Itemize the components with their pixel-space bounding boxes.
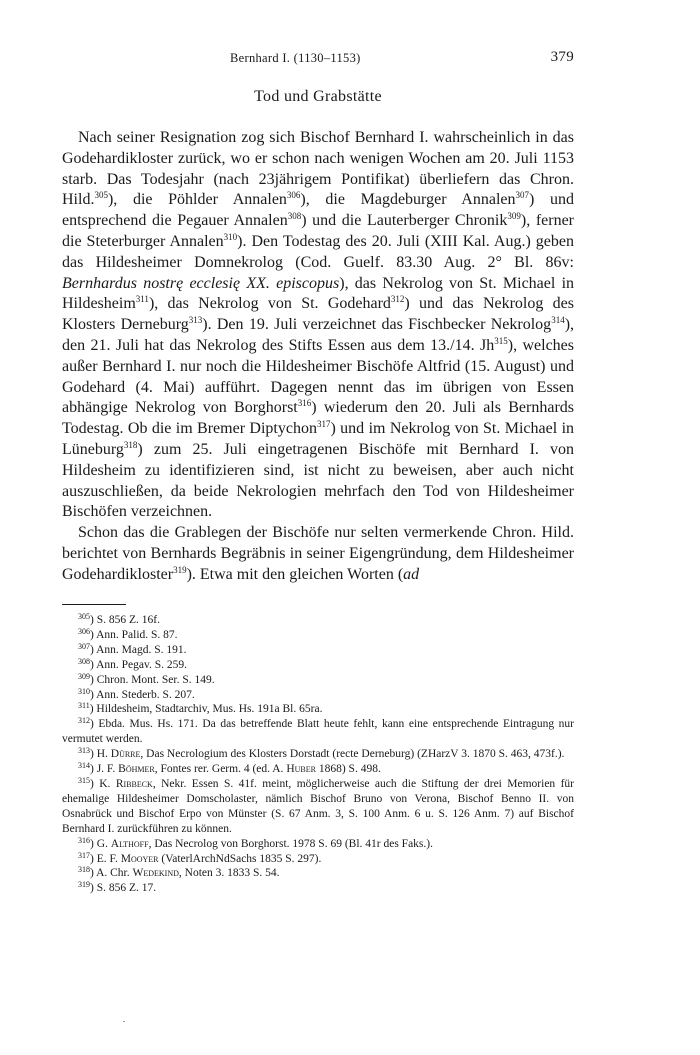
footnote-number: 316	[78, 835, 90, 845]
text-run: ) wiederum den 20. Juli als Bernhards Todestag. Ob die im Bremer Diptychon	[62, 399, 575, 438]
footnote-text: (VaterlArchNdSachs 1835 S. 297).	[158, 852, 322, 865]
footnote-text: ) Ebda. Mus. Hs. 171. Da das betreffende Blatt heute fehlt, kann eine entsprechende Eintragung nur vermutet werden.	[62, 718, 574, 746]
footnote-315	[62, 777, 574, 837]
footnote-309	[62, 673, 574, 688]
footnote-ref: 315	[494, 335, 508, 346]
footnote-number: 317	[78, 850, 90, 860]
footnote-text: ) J. F.	[90, 763, 119, 776]
footnote-number: 311	[78, 701, 90, 711]
body-text	[62, 128, 574, 586]
footnote-ref: 306	[286, 190, 301, 201]
page-number: 379	[550, 49, 574, 65]
footnote-text: , Fontes rer. Germ. 4 (ed. A.	[154, 763, 287, 776]
text-run: ). Den Todestag des 20. Juli (XIII Kal. Aug.) geben das Hildesheimer Domnekrolog (Cod. Guelf. 83.30 Aug. 2° Bl. 86v:	[62, 232, 574, 271]
footnote-text: , Das Necrologium des Klosters Dorstadt (recte Derneburg) (ZHarzV 3. 1870 S. 463, 473f.).	[140, 748, 565, 761]
footnote-text: ) Chron. Mont. Ser. S. 149.	[90, 673, 215, 686]
footnote-313	[62, 747, 574, 762]
footnote-314	[62, 762, 574, 777]
text-run: ), den 21. Juli hat das Nekrolog des Stifts Essen aus dem 13./14. Jh	[62, 316, 575, 354]
text-run: ), ferner die Steterburger Annalen	[62, 212, 575, 250]
author-name: Huber	[286, 763, 316, 776]
running-head	[62, 51, 574, 69]
footnote-number: 308	[78, 656, 90, 666]
footnote-ref: 314	[551, 315, 565, 326]
text-run: ), die Pöhlder Annalen	[107, 191, 287, 209]
footnote-308	[62, 658, 574, 673]
author-name: Böhmer	[118, 763, 155, 776]
footnote-number: 313	[78, 746, 90, 756]
footnote-text: , Noten 3. 1833 S. 54.	[178, 867, 280, 880]
footnote-310	[62, 688, 574, 703]
footnote-ref: 311	[135, 294, 149, 305]
footnote-318	[62, 866, 574, 881]
text-run: Schon das die Grablegen der Bischöfe nur selten vermerkende Chron. Hild. berichtet von Bernhards Begräbnis in seiner Eigengründung, dem Hildesheimer Godehardikloster	[62, 524, 574, 583]
footnote-ref: 312	[390, 294, 405, 305]
text-run: ), die Magdeburger Annalen	[300, 191, 516, 209]
footnote-319	[62, 881, 574, 896]
text-run: ), das Nekrolog von St. Godehard	[148, 295, 391, 313]
footnote-text: ) Ann. Magd. S. 191.	[90, 643, 187, 656]
author-name: Althoff	[110, 837, 149, 850]
text-run: ) und das Nekrolog des Klosters Derneburg	[62, 295, 575, 334]
section-title: Tod und Grabstätte	[254, 88, 382, 105]
footnote-ref: 308	[287, 211, 302, 222]
footnote-separator	[62, 604, 126, 605]
footnote-number: 315	[78, 775, 90, 785]
scan-speck	[123, 1021, 125, 1022]
footnote-ref: 319	[173, 564, 187, 575]
footnote-ref: 317	[316, 419, 331, 430]
footnote-number: 306	[78, 626, 90, 636]
footnote-text: ) K.	[90, 777, 116, 790]
text-run: ) und im Nekrolog von St. Michael in Lüneburg	[62, 420, 575, 458]
footnote-ref: 310	[223, 231, 238, 242]
footnote-text: ) E. F.	[90, 852, 121, 865]
footnote-ref: 318	[123, 439, 138, 450]
footnote-number: 319	[78, 880, 90, 890]
footnote-number: 310	[78, 686, 90, 696]
latin-quote: Bernhardus nostrę ecclesię XX. episcopus	[62, 274, 340, 292]
footnotes	[62, 613, 574, 896]
text-run: ) zum 25. Juli eingetragenen Bischöfe mit Bernhard I. von Hildesheim zu identifizieren sind, ist nicht zu beweisen, aber auch nicht auszuschließen, da beide Nekrologien mehrfach den Tod von Hildesheimer Bischöfen verzeichnen.	[62, 440, 574, 521]
text-run: ). Etwa mit den gleichen Worten (	[186, 565, 404, 583]
paragraph-1	[62, 128, 574, 523]
footnote-ref: 307	[515, 190, 530, 201]
footnote-ref: 309	[507, 211, 521, 222]
footnote-text: ) G.	[90, 837, 111, 850]
footnote-text: ) A. Chr.	[90, 867, 133, 880]
text-run: ), welches außer Bernhard I. nur noch die Hildesheimer Bischöfe Altfrid (15. August) und Godehard (4. Mai) aufführt. Dagegen nennt das im übrigen von Essen abhängige Nekrolog von Borghorst	[62, 336, 575, 417]
text-run: ). Den 19. Juli verzeichnet das Fischbecker Nekrolog	[202, 316, 552, 334]
footnote-number: 309	[78, 671, 90, 681]
latin-word: ad	[403, 565, 420, 583]
author-name: Wedekind	[132, 867, 179, 880]
footnote-ref: 316	[297, 398, 312, 409]
paragraph-2	[62, 523, 574, 585]
footnote-text: , Das Necrolog von Borghorst. 1978 S. 69 (Bl. 41r des Faks.).	[148, 837, 433, 850]
footnote-text: 1868) S. 498.	[315, 763, 381, 776]
footnote-text: ) Hildesheim, Stadtarchiv, Mus. Hs. 191a Bl. 65ra.	[89, 703, 323, 716]
footnote-number: 305	[78, 612, 90, 621]
footnote-305	[62, 613, 574, 628]
footnote-ref: 313	[188, 315, 203, 326]
footnote-text: , Nekr. Essen S. 41f. meint, möglicherweise auch die Stiftung der drei Memorien für ehemalige Hildesheimer Domscholaster, nämlich Bischof Bruno von Verona, Bischof Benno II. von Osnabrück und Bischof Erpo von Münster (S. 67 Anm. 3, S. 100 Anm. 6 u. S. 126 Anm. 7) auf Bischof Bernhard I. zurückführen zu können.	[62, 777, 574, 835]
footnote-text: ) H.	[90, 748, 111, 761]
footnote-306	[62, 628, 574, 643]
footnote-number: 312	[78, 716, 90, 726]
footnote-text: ) Ann. Palid. S. 87.	[90, 628, 178, 641]
text-run: ) und die Lauterberger Chronik	[301, 212, 508, 230]
footnote-number: 318	[78, 865, 90, 875]
footnote-number: 314	[78, 761, 90, 771]
footnote-text: ) Ann. Pegav. S. 259.	[90, 658, 188, 671]
author-name: Dürre	[110, 748, 141, 761]
author-name: Mooyer	[120, 852, 159, 865]
footnote-text: ) S. 856 Z. 16f.	[90, 614, 160, 626]
footnote-307	[62, 643, 574, 658]
footnote-number: 307	[78, 641, 90, 651]
footnote-312	[62, 717, 574, 747]
footnote-311	[62, 702, 574, 717]
footnote-ref: 305	[94, 190, 108, 201]
footnote-316	[62, 837, 574, 852]
author-name: Ribbeck	[115, 777, 153, 790]
text-run: ), das Nekrolog von St. Michael in Hildesheim	[62, 274, 575, 313]
text-run: ) und entsprechend die Pegauer Annalen	[62, 191, 575, 230]
text-run: Nach seiner Resignation zog sich Bischof Bernhard I. wahrscheinlich in das Godehardikloster zurück, wo er schon nach wenigen Wochen am 20. Juli 1153 starb. Das Todesjahr (nach 23jährigem Pontifikat) überliefern das Chron. Hild.	[62, 129, 574, 209]
footnote-317	[62, 852, 574, 867]
running-head-title: Bernhard I. (1130–1153)	[230, 51, 361, 65]
footnote-text: ) S. 856 Z. 17.	[90, 882, 157, 895]
footnote-text: ) Ann. Stederb. S. 207.	[90, 688, 195, 701]
